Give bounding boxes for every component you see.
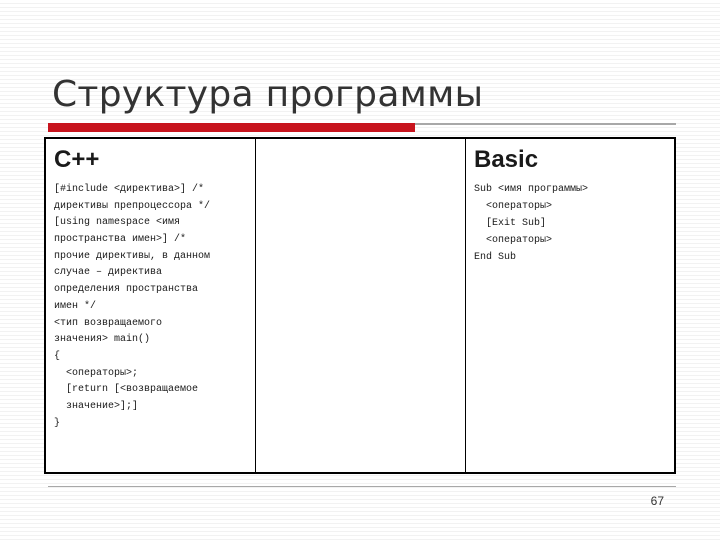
basic-column-header: Basic	[474, 146, 539, 173]
code-line: <операторы>	[474, 235, 553, 246]
cpp-column-header: C++	[54, 146, 100, 173]
code-line: End Sub	[474, 252, 517, 263]
code-comparison-table	[44, 137, 676, 474]
code-line: определения пространства	[54, 284, 199, 296]
cpp-code-block	[54, 182, 247, 431]
code-line: значения> main()	[54, 334, 151, 346]
code-line: <операторы>;	[54, 367, 139, 379]
basic-code-block	[474, 182, 666, 265]
code-line: пространства имен>] /*	[54, 234, 187, 246]
basic-column	[466, 139, 674, 472]
footer-divider	[48, 486, 676, 487]
empty-column	[256, 139, 466, 472]
code-line: }	[54, 417, 61, 429]
code-line: случае – директива	[54, 267, 163, 279]
code-line: [using namespace <имя	[54, 217, 181, 229]
cpp-column	[46, 139, 256, 472]
code-line: [Exit Sub]	[474, 218, 547, 229]
code-line: директивы препроцессора */	[54, 200, 211, 212]
code-line: прочие директивы, в данном	[54, 250, 211, 262]
code-line: <тип возвращаемого	[54, 317, 163, 329]
code-line: [#include <директива>] /*	[54, 184, 205, 195]
code-line: Sub <имя программы>	[474, 184, 589, 195]
code-line: [return [<возвращаемое	[54, 384, 199, 396]
slide-title: Структура программы	[52, 74, 484, 115]
code-line: {	[54, 350, 61, 362]
title-accent-bar	[48, 123, 415, 132]
code-line: значение>];]	[54, 400, 139, 412]
code-line: <операторы>	[474, 201, 553, 212]
code-line: имен */	[54, 300, 97, 312]
page-number: 67	[650, 494, 664, 508]
